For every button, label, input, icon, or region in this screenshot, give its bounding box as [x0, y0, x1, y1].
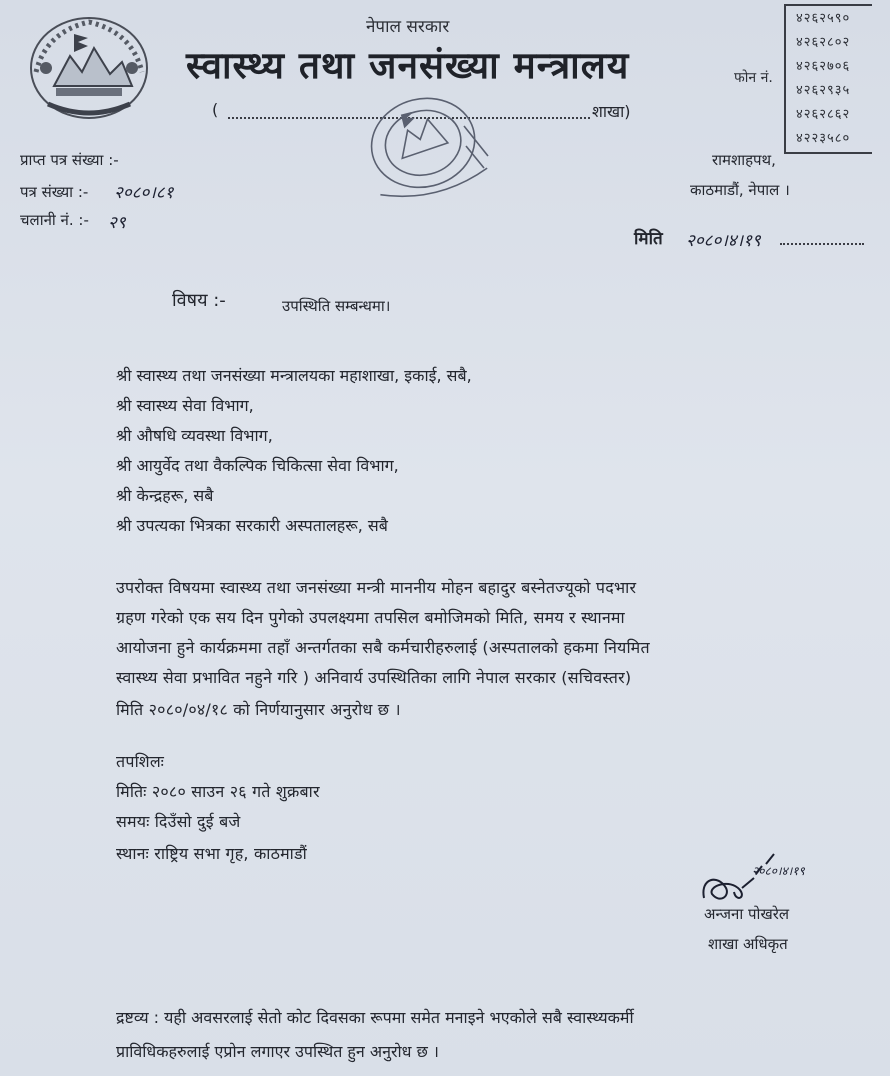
- details-venue: स्थानः राष्ट्रिय सभा गृह, काठमाडौं: [116, 844, 307, 863]
- dispatch-number-label: चलानी नं. :-: [20, 211, 89, 229]
- phone-number-list: [784, 4, 872, 154]
- recipient-line: श्री केन्द्रहरू, सबै: [116, 486, 214, 505]
- body-line: स्वास्थ्य सेवा प्रभावित नहुने गरि ) अनिवार्य उपस्थितिका लागि नेपाल सरकार (सचिवस्तर): [116, 668, 632, 687]
- recipient-line: श्री उपत्यका भित्रका सरकारी अस्पतालहरू, सबै: [116, 516, 388, 535]
- note-line: द्रष्टव्य : यही अवसरलाई सेतो कोट दिवसका रूपमा समेत मनाइने भएकोले सबै स्वास्थ्यकर्मी: [116, 1008, 634, 1027]
- recipient-line: श्री स्वास्थ्य सेवा विभाग,: [116, 396, 254, 415]
- office-stamp-icon: [352, 86, 502, 206]
- branch-open-paren: (: [212, 100, 219, 119]
- phone-label: फोन नं.: [734, 70, 773, 86]
- signatory-name: अन्जना पोखरेल: [704, 905, 790, 923]
- body-line: मिति २०८०/०४/१८ को निर्णयानुसार अनुरोध छ ।: [116, 700, 401, 719]
- recipient-line: श्री स्वास्थ्य तथा जनसंख्या मन्त्रालयका महाशाखा, इकाई, सबै,: [116, 366, 472, 385]
- date-value: २०८०।४।१९: [686, 231, 761, 251]
- phone-number: ४२६२८०२: [796, 35, 851, 50]
- recipient-line: श्री औषधि व्यवस्था विभाग,: [116, 426, 273, 445]
- received-number-label: प्राप्त पत्र संख्या :-: [20, 151, 119, 169]
- phone-number: ४२२३५८०: [796, 131, 851, 146]
- nepal-emblem-icon: [26, 12, 152, 124]
- signature-mark-icon: [696, 848, 792, 912]
- address-city: काठमाडौं, नेपाल ।: [690, 181, 790, 199]
- phone-number: ४२६२५९०: [796, 11, 851, 26]
- phone-number: ४२६२८६२: [796, 107, 851, 122]
- recipient-line: श्री आयुर्वेद तथा वैकल्पिक चिकित्सा सेवा विभाग,: [116, 456, 399, 475]
- address-street: रामशाहपथ,: [712, 151, 776, 169]
- body-line: ग्रहण गरेको एक सय दिन पुगेको उपलक्ष्यमा तपसिल बमोजिमको मिति, समय र स्थानमा: [116, 608, 625, 627]
- ministry-title: स्वास्थ्य तथा जनसंख्या मन्त्रालय: [186, 44, 630, 87]
- details-date: मितिः २०८० साउन २६ गते शुक्रबार: [116, 782, 320, 801]
- subject-text: उपस्थिति सम्बन्धमा।: [282, 297, 391, 315]
- phone-number: ४२६२९३५: [796, 83, 851, 98]
- body-line: आयोजना हुने कार्यक्रममा तहाँ अन्तर्गतका सबै कर्मचारीहरुलाई (अस्पतालको हकमा नियमित: [116, 638, 650, 657]
- details-time: समयः दिउँसो दुई बजे: [116, 812, 241, 831]
- body-line: उपरोक्त विषयमा स्वास्थ्य तथा जनसंख्या मन्त्री माननीय मोहन बहादुर बस्नेतज्यूको पदभार: [116, 578, 637, 597]
- signatory-title: शाखा अधिकृत: [708, 935, 788, 953]
- dispatch-number-value: २९: [108, 213, 126, 233]
- letter-number-label: पत्र संख्या :-: [20, 183, 89, 201]
- branch-label: शाखा): [592, 102, 631, 121]
- subject-label: विषय :-: [172, 290, 226, 311]
- note-line: प्राविधिकहरुलाई एप्रोन लगाएर उपस्थित हुन अनुरोध छ ।: [116, 1042, 439, 1061]
- details-heading: तपशिलः: [116, 752, 165, 771]
- date-label: मिति: [634, 229, 663, 249]
- date-dotted-line: [780, 243, 864, 245]
- government-name: नेपाल सरकार: [366, 17, 450, 37]
- letter-number-value: २०८०।८१: [114, 183, 174, 203]
- signature-date-mark: २०८०।४।१९: [752, 864, 805, 878]
- phone-number: ४२६२७०६: [796, 59, 851, 74]
